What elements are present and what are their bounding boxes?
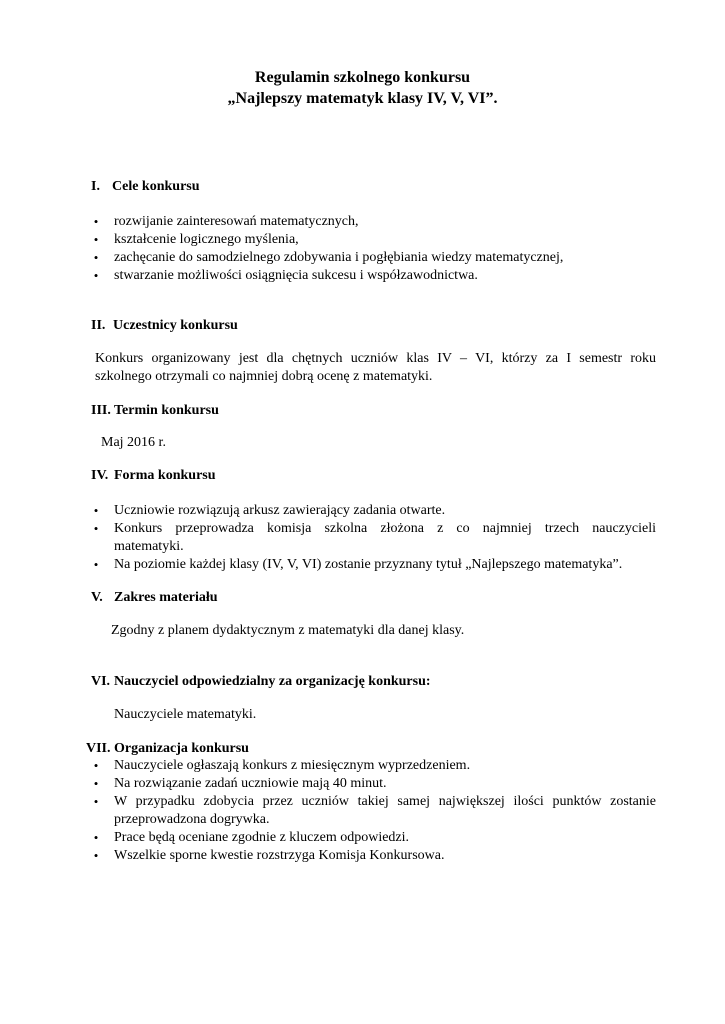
list-item-text: Prace będą oceniane zgodnie z kluczem odpowiedzi. [114, 830, 410, 845]
section-5-number: V. [91, 590, 103, 605]
section-7-number: VII. [86, 741, 111, 756]
list-item-text: Konkurs przeprowadza komisja szkolna złożona z co najmniej trzech nauczycieli [114, 521, 656, 536]
list-item [90, 502, 656, 520]
list-item [90, 231, 650, 249]
section-1-list [90, 213, 650, 285]
section-3-title: Termin konkursu [114, 403, 219, 418]
paragraph-line: Konkurs organizowany jest dla chętnych uczniów klas IV – VI, którzy za I semestr roku [95, 351, 656, 366]
list-item-text-continued: matematyki. [114, 539, 184, 554]
section-7-list [90, 757, 656, 865]
list-item-text: zachęcanie do samodzielnego zdobywania i pogłębiania wiedzy matematycznej, [114, 250, 564, 265]
list-item [90, 775, 656, 793]
section-3-text: Maj 2016 r. [101, 435, 166, 450]
bullet-icon: • [93, 214, 99, 229]
list-item-text: Uczniowie rozwiązują arkusz zawierający zadania otwarte. [114, 503, 446, 518]
section-1-number: I. [91, 179, 100, 194]
list-item [90, 556, 656, 574]
document-title-line-2: „Najlepszy matematyk klasy IV, V, VI”. [227, 90, 498, 107]
section-6-title: Nauczyciel odpowiedzialny za organizację konkursu: [114, 674, 431, 689]
list-item [90, 267, 650, 285]
paragraph-line: szkolnego otrzymali co najmniej dobrą ocenę z matematyki. [95, 369, 433, 384]
section-4-list [90, 502, 656, 574]
bullet-icon: • [93, 830, 99, 845]
section-2-heading [91, 317, 238, 335]
list-item-text: Nauczyciele ogłaszają konkurs z miesięcznym wyprzedzeniem. [114, 758, 471, 773]
bullet-icon: • [93, 557, 99, 572]
bullet-icon: • [93, 794, 99, 809]
section-2-number: II. [91, 318, 106, 333]
section-2-paragraph [95, 350, 656, 386]
section-7-title: Organizacja konkursu [114, 741, 249, 756]
section-3-number: III. [91, 403, 111, 418]
bullet-icon: • [93, 848, 99, 863]
section-4-number: IV. [91, 468, 109, 483]
list-item [90, 757, 656, 775]
section-6-heading [91, 673, 431, 691]
list-item [90, 213, 650, 231]
section-1-heading [91, 178, 200, 196]
list-item-text: rozwijanie zainteresowań matematycznych, [114, 214, 359, 229]
list-item-text: stwarzanie możliwości osiągnięcia sukcesu i współzawodnictwa. [114, 268, 478, 283]
bullet-icon: • [93, 503, 99, 518]
bullet-icon: • [93, 232, 99, 247]
bullet-icon: • [93, 521, 99, 536]
bullet-icon: • [93, 250, 99, 265]
list-item-text: Wszelkie sporne kwestie rozstrzyga Komisja Konkursowa. [114, 848, 445, 863]
section-2-title: Uczestnicy konkursu [113, 318, 238, 333]
document-title-line-1: Regulamin szkolnego konkursu [254, 69, 471, 86]
section-4-heading [91, 467, 216, 485]
list-item [90, 249, 650, 267]
section-7-heading [86, 740, 249, 758]
list-item-text: kształcenie logicznego myślenia, [114, 232, 299, 247]
list-item [90, 793, 656, 829]
section-6-text: Nauczyciele matematyki. [114, 707, 257, 722]
list-item [90, 847, 656, 865]
section-5-heading [91, 589, 218, 607]
section-5-text: Zgodny z planem dydaktycznym z matematyki dla danej klasy. [111, 623, 465, 638]
list-item-text-continued: przeprowadzona dogrywka. [114, 812, 270, 827]
bullet-icon: • [93, 758, 99, 773]
section-6-number: VI. [91, 674, 111, 689]
section-4-title: Forma konkursu [114, 468, 216, 483]
section-5-title: Zakres materiału [114, 590, 218, 605]
list-item-text: Na rozwiązanie zadań uczniowie mają 40 minut. [114, 776, 387, 791]
list-item-text: Na poziomie każdej klasy (IV, V, VI) zostanie przyznany tytuł „Najlepszego matematyka”. [114, 557, 623, 572]
section-1-title: Cele konkursu [112, 179, 200, 194]
bullet-icon: • [93, 776, 99, 791]
list-item-text: W przypadku zdobycia przez uczniów takiej samej największej ilości punktów zostanie [114, 794, 656, 809]
list-item [90, 829, 656, 847]
section-3-heading [91, 402, 219, 420]
bullet-icon: • [93, 268, 99, 283]
list-item [90, 520, 656, 556]
